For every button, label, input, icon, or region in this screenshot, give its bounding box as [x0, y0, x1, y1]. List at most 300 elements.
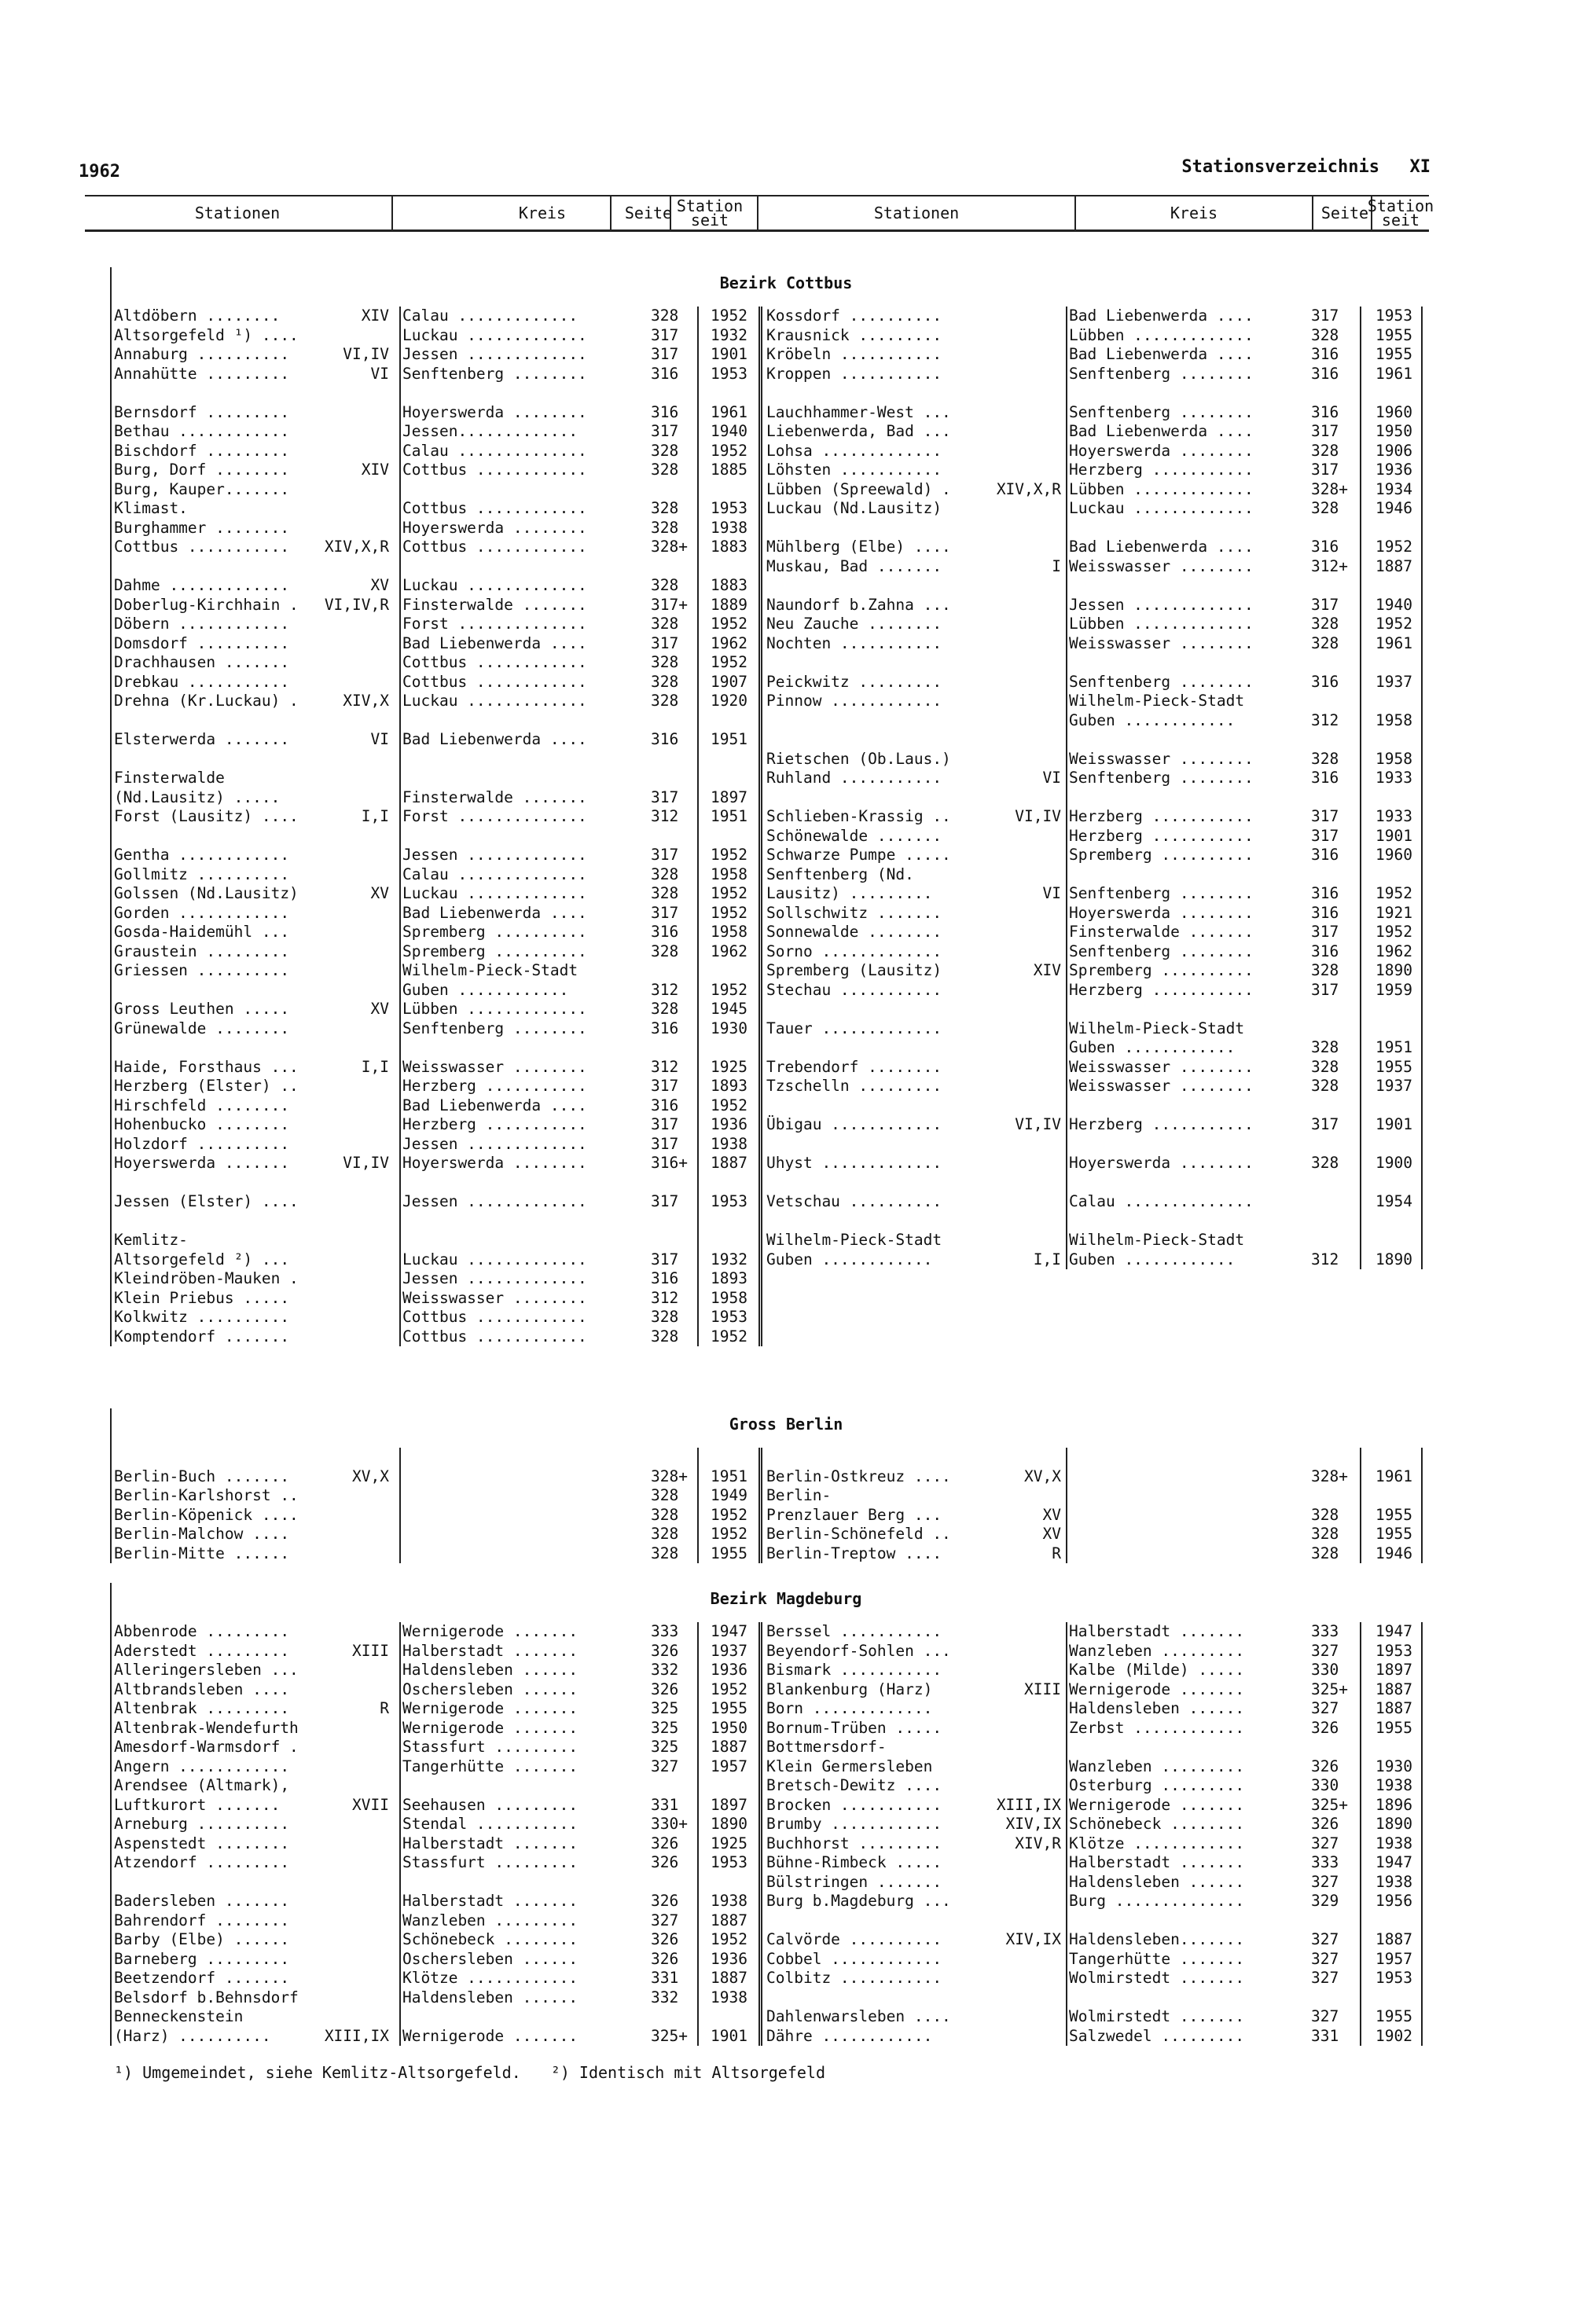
kreis-name: Wilhelm-Pieck-Stadt [1069, 1231, 1245, 1249]
table-row [0, 884, 1572, 904]
station-seit-value: 1947 [1376, 1853, 1412, 1871]
station-name: Lausitz) ......... [766, 884, 933, 902]
kreis-name: Finsterwalde ....... [1069, 923, 1254, 941]
seite-value: 326 [651, 1949, 679, 1968]
seite-value: 333 [1311, 1622, 1339, 1640]
station-seit-value: 1952 [711, 903, 747, 922]
station-name: Liebenwerda, Bad ... [766, 422, 951, 440]
seite-value: 316 [1311, 769, 1339, 787]
station-seit-value: 1937 [1376, 672, 1412, 691]
kreis-name: Salzwedel ......... [1069, 2026, 1245, 2045]
station-codes: XV [370, 1000, 389, 1018]
seite-value: 317 [1311, 807, 1339, 825]
section-title: Bezirk Cottbus [719, 274, 853, 292]
station-seit-value: 1955 [1376, 2007, 1412, 2025]
kreis-name: Schönebeck ........ [402, 1930, 578, 1948]
kreis-name: Lübben ............. [1069, 479, 1254, 498]
station-name: Berlin-Treptow .... [766, 1544, 942, 1562]
kreis-name: Tangerhütte ....... [402, 1757, 578, 1775]
kreis-name: Hoyerswerda ........ [1069, 1154, 1254, 1172]
seite-value: 328 [651, 1505, 679, 1524]
table-row [0, 442, 1572, 461]
station-codes: R [380, 1699, 389, 1717]
station-name: Cobbel ............ [766, 1949, 942, 1968]
kreis-name: Jessen ............. [402, 846, 587, 864]
station-name: Berlin-Buch ....... [114, 1467, 290, 1485]
page-year: 1962 [79, 162, 120, 182]
station-codes: XIV,X,R [324, 538, 389, 556]
station-name: Bischdorf ......... [114, 441, 290, 460]
table-row [0, 576, 1572, 596]
seite-value: 328 [651, 672, 679, 691]
station-seit-value: 1953 [1376, 1969, 1412, 1987]
seite-value: 328 [651, 1000, 679, 1018]
station-name: Holzdorf .......... [114, 1134, 290, 1153]
kreis-name: Cottbus ............ [402, 653, 587, 671]
station-name: Burg, Kauper....... [114, 479, 290, 498]
station-name: Kossdorf .......... [766, 307, 942, 325]
seite-value: 312+ [1311, 556, 1348, 575]
station-name: (Harz) .......... [114, 2026, 271, 2045]
station-seit-value: 1955 [1376, 345, 1412, 363]
station-codes: XV,X [1024, 1467, 1061, 1485]
seite-value: 316 [1311, 903, 1339, 922]
page-number: XI [1409, 157, 1431, 177]
table-row [0, 1680, 1572, 1700]
station-name: Altsorgefeld ²) ... [114, 1250, 290, 1268]
seite-value: 317 [651, 345, 679, 363]
station-name: Berlin-Köpenick .... [114, 1505, 299, 1524]
seite-value: 327 [1311, 1930, 1339, 1948]
table-row [0, 538, 1572, 557]
station-name: Hoyerswerda ....... [114, 1154, 290, 1172]
station-name: Calvörde .......... [766, 1930, 942, 1948]
station-seit-value: 1946 [1376, 1544, 1412, 1562]
kreis-name: Wernigerode ....... [402, 2026, 578, 2045]
station-seit-value: 1893 [711, 1077, 747, 1095]
station-seit-value: 1925 [711, 1057, 747, 1076]
station-seit-value: 1951 [711, 1467, 747, 1485]
table-row [0, 307, 1572, 326]
kreis-name: Luckau ............. [402, 576, 587, 594]
kreis-name: Halberstadt ....... [402, 1892, 578, 1910]
station-name: Born ............. [766, 1699, 933, 1717]
table-row [0, 1231, 1572, 1250]
kreis-name: Klötze ............ [1069, 1834, 1245, 1852]
station-seit-value: 1956 [1376, 1892, 1412, 1910]
station-name: Herzberg (Elster) .. [114, 1077, 299, 1095]
station-name: Hirschfeld ........ [114, 1096, 290, 1114]
seite-value: 329 [1311, 1892, 1339, 1910]
station-seit-value: 1896 [1376, 1795, 1412, 1814]
station-seit-value: 1952 [711, 653, 747, 671]
station-seit-value: 1947 [711, 1622, 747, 1640]
station-seit-value: 1962 [711, 942, 747, 960]
station-name: Altsorgefeld ¹) .... [114, 325, 299, 344]
station-name: Burghammer ........ [114, 518, 290, 537]
station-name: Annaburg .......... [114, 345, 290, 363]
station-seit-value: 1938 [711, 1988, 747, 2006]
table-row [0, 403, 1572, 423]
station-seit-value: 1936 [1376, 461, 1412, 479]
station-name: Dahlenwarsleben .... [766, 2007, 951, 2025]
seite-value: 328+ [651, 1467, 688, 1485]
seite-value: 325 [651, 1718, 679, 1737]
kreis-name: Wernigerode ....... [402, 1699, 578, 1717]
kreis-name: Lübben ............. [402, 1000, 587, 1018]
station-seit-value: 1959 [1376, 980, 1412, 999]
kreis-name: Forst .............. [402, 807, 587, 825]
station-seit-value: 1952 [1376, 615, 1412, 633]
station-seit-value: 1883 [711, 538, 747, 556]
table-row [0, 942, 1572, 962]
col-station-seit: Station seit [676, 196, 744, 229]
seite-value: 328 [651, 518, 679, 537]
table-row [0, 1950, 1572, 1970]
station-seit-value: 1955 [1376, 1525, 1412, 1543]
station-codes: VI,IV [343, 345, 389, 363]
station-seit-value: 1887 [1376, 1930, 1412, 1948]
seite-value: 327 [651, 1911, 679, 1929]
kreis-name: Spremberg .......... [402, 942, 587, 960]
station-seit-value: 1925 [711, 1834, 747, 1852]
station-name: Dahme ............. [114, 576, 290, 594]
table-row [0, 1019, 1572, 1039]
station-seit-value: 1932 [711, 1250, 747, 1268]
seite-value: 317 [1311, 826, 1339, 845]
kreis-name: Haldensleben ...... [402, 1988, 578, 2006]
seite-value: 317 [651, 1250, 679, 1268]
station-name: Badersleben ....... [114, 1892, 290, 1910]
kreis-name: Tangerhütte ....... [1069, 1949, 1245, 1968]
right-column-block [0, 1622, 1572, 2046]
station-name: Guben ............ [766, 1250, 933, 1268]
table-row [0, 865, 1572, 885]
station-name: Atzendorf ......... [114, 1853, 290, 1871]
station-name: Berlin-Mitte ...... [114, 1544, 290, 1562]
station-codes: XIV,X [343, 692, 389, 710]
station-seit-value: 1897 [711, 788, 747, 806]
station-name: Sorno ............. [766, 942, 942, 960]
station-codes: I,I [361, 807, 389, 825]
station-name: Bernsdorf ......... [114, 402, 290, 421]
table-header [85, 195, 1434, 232]
seite-value: 326 [1311, 1718, 1339, 1737]
seite-value: 328 [1311, 1057, 1339, 1076]
kreis-name: Osterburg ......... [1069, 1776, 1245, 1794]
station-seit-value: 1953 [1376, 307, 1412, 325]
station-codes: XIII,IX [324, 2026, 389, 2045]
station-codes: XIV [361, 461, 389, 479]
station-name: Trebendorf ........ [766, 1057, 942, 1076]
station-name: Mühlberg (Elbe) .... [766, 538, 951, 556]
station-name: Altenbrak ......... [114, 1699, 290, 1717]
station-seit-value: 1937 [711, 1641, 747, 1660]
station-name: Stechau ........... [766, 980, 942, 999]
seite-value: 328 [651, 461, 679, 479]
station-codes: XV [370, 576, 389, 594]
table-row [0, 1815, 1572, 1834]
seite-value: 317 [651, 846, 679, 864]
kreis-name: Luckau ............. [1069, 499, 1254, 517]
kreis-name: Spremberg .......... [1069, 846, 1254, 864]
seite-value: 326 [651, 1853, 679, 1871]
station-seit-value: 1951 [711, 730, 747, 748]
seite-value: 326 [1311, 1815, 1339, 1833]
station-name: Berlin- [766, 1486, 832, 1504]
kreis-name: Halberstadt ....... [1069, 1853, 1245, 1871]
kreis-name: Jessen ............. [1069, 595, 1254, 614]
kreis-name: Weisswasser ........ [402, 1288, 587, 1307]
station-seit-value: 1901 [711, 2026, 747, 2045]
seite-value: 330+ [651, 1815, 688, 1833]
seite-value: 317 [651, 422, 679, 440]
station-name: Muskau, Bad ....... [766, 556, 942, 575]
table-row [0, 422, 1572, 442]
kreis-name: Guben ............ [1069, 710, 1236, 729]
station-codes: XIII,IX [996, 1795, 1061, 1814]
kreis-name: Herzberg ........... [1069, 807, 1254, 825]
station-name: Elsterwerda ....... [114, 730, 290, 748]
seite-value: 317 [651, 1134, 679, 1153]
station-seit-value: 1953 [711, 1308, 747, 1326]
seite-value: 317 [651, 1192, 679, 1210]
kreis-name: Senftenberg ........ [1069, 769, 1254, 787]
kreis-name: Stassfurt ......... [402, 1738, 578, 1756]
station-name: Finsterwalde [114, 769, 225, 787]
station-seit-value: 1887 [711, 1911, 747, 1929]
kreis-name: Kalbe (Milde) ..... [1069, 1661, 1245, 1679]
seite-value: 325+ [1311, 1795, 1348, 1814]
table-row [0, 1776, 1572, 1796]
seite-value: 326 [651, 1641, 679, 1660]
station-name: Gentha ............ [114, 846, 290, 864]
station-seit-value: 1952 [711, 980, 747, 999]
seite-value: 316 [1311, 942, 1339, 960]
station-name: Senftenberg (Nd. [766, 865, 914, 883]
seite-value: 328 [651, 1486, 679, 1504]
station-codes: VI,IV,R [324, 595, 389, 614]
station-name: Barby (Elbe) ...... [114, 1930, 290, 1948]
station-seit-value: 1887 [1376, 556, 1412, 575]
station-seit-value: 1897 [1376, 1661, 1412, 1679]
station-codes: I [1052, 556, 1061, 575]
table-row [0, 384, 1572, 403]
station-seit-value: 1953 [1376, 1641, 1412, 1660]
station-name: Bülstringen ....... [766, 1872, 942, 1891]
station-name: Belsdorf b.Behnsdorf [114, 1988, 299, 2006]
seite-value: 316 [1311, 364, 1339, 383]
station-name: Tauer ............. [766, 1019, 942, 1037]
station-seit-value: 1945 [711, 1000, 747, 1018]
station-name: Buchhorst ......... [766, 1834, 942, 1852]
station-codes: VI,IV [1015, 1115, 1061, 1133]
station-seit-value: 1883 [711, 576, 747, 594]
seite-value: 316 [1311, 402, 1339, 421]
kreis-name: Halberstadt ....... [1069, 1622, 1245, 1640]
section-title: Gross Berlin [729, 1415, 843, 1434]
seite-value: 317 [1311, 595, 1339, 614]
table-row [0, 788, 1572, 808]
table-row [0, 480, 1572, 500]
kreis-name: Herzberg ........... [1069, 1115, 1254, 1133]
station-seit-value: 1960 [1376, 402, 1412, 421]
seite-value: 316 [1311, 538, 1339, 556]
seite-value: 317 [651, 788, 679, 806]
seite-value: 327 [1311, 1699, 1339, 1717]
station-seit-value: 1952 [711, 441, 747, 460]
station-seit-value: 1938 [1376, 1872, 1412, 1891]
station-codes: XV [370, 884, 389, 902]
station-name: Barneberg ......... [114, 1949, 290, 1968]
station-name: Klimast. [114, 499, 188, 517]
seite-value: 325+ [1311, 1680, 1348, 1698]
seite-value: 317 [1311, 307, 1339, 325]
station-name: Blankenburg (Harz) [766, 1680, 933, 1698]
kreis-name: Hoyerswerda ........ [402, 1154, 587, 1172]
station-name: Ruhland ........... [766, 769, 942, 787]
seite-value: 328 [651, 865, 679, 883]
table-row [0, 1661, 1572, 1680]
station-seit-value: 1897 [711, 1795, 747, 1814]
station-seit-value: 1958 [1376, 710, 1412, 729]
seite-value: 316 [1311, 884, 1339, 902]
col-kreis: Kreis [518, 204, 567, 222]
station-codes: XV [1042, 1505, 1061, 1524]
station-name: Drebkau ........... [114, 672, 290, 691]
seite-value: 325 [651, 1699, 679, 1717]
col-kreis-right: Kreis [1170, 204, 1218, 222]
seite-value: 327 [1311, 1872, 1339, 1891]
station-name: Angern ............ [114, 1757, 290, 1775]
kreis-name: Oschersleben ...... [402, 1949, 578, 1968]
station-seit-value: 1902 [1376, 2026, 1412, 2045]
seite-value: 316 [651, 364, 679, 383]
col-seite-right: Seite [1320, 204, 1369, 222]
kreis-name: Haldensleben....... [1069, 1930, 1245, 1948]
kreis-name: Jessen ............. [402, 1192, 587, 1210]
seite-value: 328+ [651, 538, 688, 556]
kreis-name: Herzberg ........... [1069, 826, 1254, 845]
station-name: Löhsten ........... [766, 461, 942, 479]
kreis-name: Burg .............. [1069, 1892, 1245, 1910]
kreis-name: Herzberg ........... [402, 1077, 587, 1095]
station-name: Dähre ............ [766, 2026, 933, 2045]
station-name: Alleringersleben ... [114, 1661, 299, 1679]
kreis-name: Senftenberg ........ [1069, 942, 1254, 960]
table-row [0, 1038, 1572, 1058]
table-row [0, 1448, 1572, 1467]
table-row [0, 1000, 1572, 1019]
station-name: Beetzendorf ....... [114, 1969, 290, 1987]
station-seit-value: 1957 [1376, 1949, 1412, 1968]
seite-value: 328 [651, 1327, 679, 1346]
station-name: Bretsch-Dewitz .... [766, 1776, 942, 1794]
station-seit-value: 1951 [1376, 1038, 1412, 1056]
kreis-name: Wernigerode ....... [1069, 1795, 1245, 1814]
seite-value: 326 [1311, 1757, 1339, 1775]
seite-value: 317 [651, 1077, 679, 1095]
seite-value: 325 [651, 1738, 679, 1756]
kreis-name: Haldensleben ...... [402, 1661, 578, 1679]
station-name: Colbitz ........... [766, 1969, 942, 1987]
station-seit-value: 1947 [1376, 1622, 1412, 1640]
station-name: Bottmersdorf- [766, 1738, 887, 1756]
table-row [0, 653, 1572, 673]
station-codes: R [1052, 1544, 1061, 1562]
station-seit-value: 1952 [711, 884, 747, 902]
kreis-name: Wilhelm-Pieck-Stadt [1069, 1019, 1245, 1037]
seite-value: 328 [651, 942, 679, 960]
table-row [0, 1250, 1572, 1270]
station-name: Abbenrode ......... [114, 1622, 290, 1640]
station-seit-value: 1961 [1376, 633, 1412, 652]
seite-value: 328 [651, 1525, 679, 1543]
station-seit-value: 1890 [1376, 1815, 1412, 1833]
seite-value: 328 [1311, 749, 1339, 768]
station-name: Naundorf b.Zahna ... [766, 595, 951, 614]
kreis-name: Bad Liebenwerda .... [402, 633, 587, 652]
station-name: Domsdorf .......... [114, 633, 290, 652]
kreis-name: Spremberg .......... [402, 923, 587, 941]
station-name: Altdöbern ........ [114, 307, 281, 325]
kreis-name: Calau .............. [402, 441, 587, 460]
seite-value: 332 [651, 1988, 679, 2006]
table-row [0, 730, 1572, 750]
kreis-name: Spremberg .......... [1069, 961, 1254, 979]
station-seit-value: 1952 [711, 1327, 747, 1346]
seite-value: 327 [1311, 2007, 1339, 2025]
table-row [0, 634, 1572, 654]
station-name: Sollschwitz ....... [766, 903, 942, 922]
kreis-name: Haldensleben ...... [1069, 1872, 1245, 1891]
station-seit-value: 1936 [711, 1949, 747, 1968]
table-row [0, 827, 1572, 846]
kreis-name: Senftenberg ........ [402, 1019, 587, 1037]
table-row [0, 1467, 1572, 1487]
station-seit-value: 1950 [711, 1718, 747, 1737]
station-name: (Nd.Lausitz) ..... [114, 788, 281, 806]
station-name: Graustein ......... [114, 942, 290, 960]
table-row [0, 981, 1572, 1000]
station-name: Forst (Lausitz) .... [114, 807, 299, 825]
kreis-name: Wanzleben ......... [402, 1911, 578, 1929]
seite-value: 328 [1311, 325, 1339, 344]
station-name: Berssel ........... [766, 1622, 942, 1640]
kreis-name: Hoyerswerda ........ [402, 518, 587, 537]
station-seit-value: 1961 [1376, 1467, 1412, 1485]
seite-value: 316 [1311, 846, 1339, 864]
station-name: Schönewalde ....... [766, 826, 942, 845]
station-name: Aderstedt ......... [114, 1641, 290, 1660]
kreis-name: Senftenberg ........ [402, 364, 587, 383]
station-name: Schlieben-Krassig .. [766, 807, 951, 825]
station-seit-value: 1938 [711, 1134, 747, 1153]
kreis-name: Bad Liebenwerda .... [1069, 422, 1254, 440]
station-name: Übigau ............ [766, 1115, 942, 1133]
station-seit-value: 1952 [711, 846, 747, 864]
kreis-name: Oschersleben ...... [402, 1680, 578, 1698]
kreis-name: Bad Liebenwerda .... [402, 730, 587, 748]
station-name: Sonnewalde ........ [766, 923, 942, 941]
seite-value: 328 [651, 884, 679, 902]
station-seit-value: 1958 [711, 923, 747, 941]
station-seit-value: 1930 [711, 1019, 747, 1037]
station-name: Schwarze Pumpe ..... [766, 846, 951, 864]
station-name: Berlin-Karlshorst .. [114, 1486, 299, 1504]
station-name: Brumby ............ [766, 1815, 942, 1833]
seite-value: 316+ [651, 1154, 688, 1172]
